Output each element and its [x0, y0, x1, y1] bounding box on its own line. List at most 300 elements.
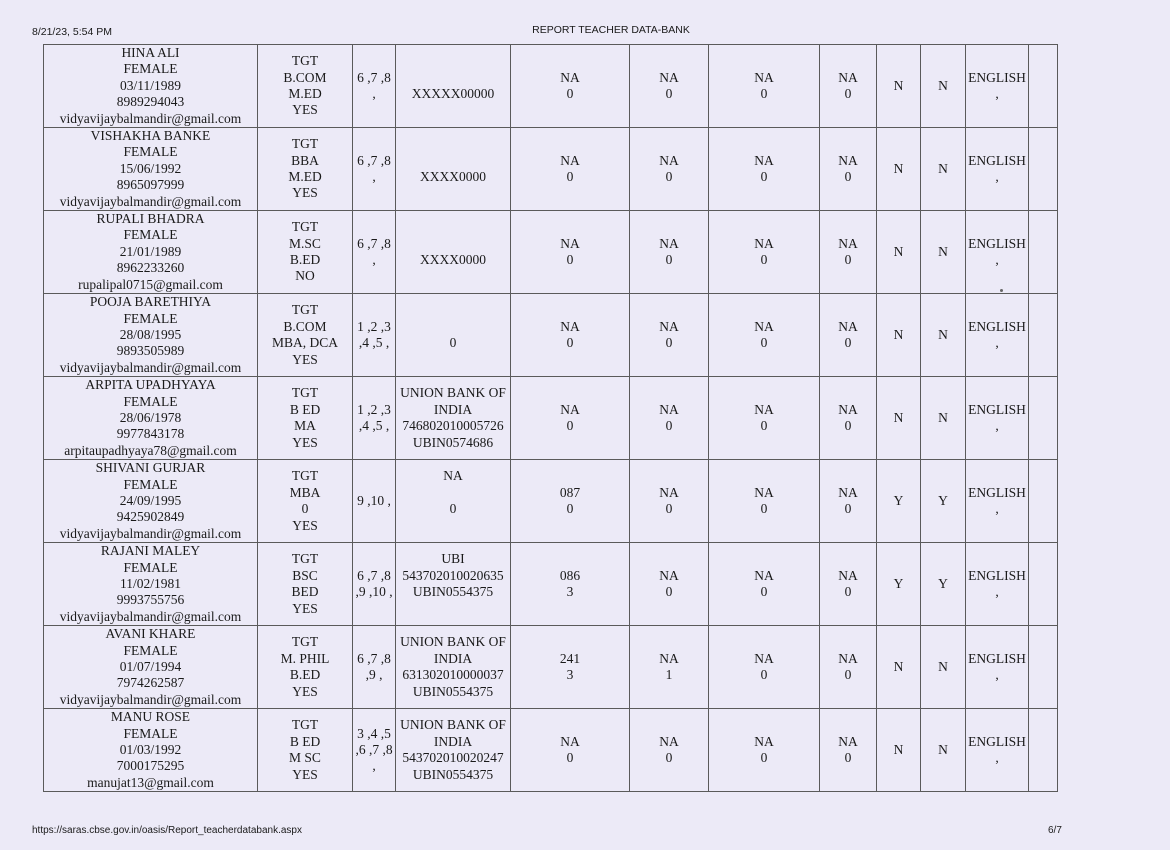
code-count: 0 [665, 169, 673, 185]
code-value: NA [659, 567, 679, 583]
code-cell [709, 45, 820, 128]
code-value: NA [560, 235, 580, 251]
bank-details-cell [396, 626, 511, 709]
date-of-birth: 24/09/1995 [119, 492, 182, 508]
flag-value: N [938, 243, 948, 259]
language-sep: , [995, 750, 999, 766]
code-value: NA [659, 401, 679, 417]
empty-cell [1029, 294, 1058, 377]
code-value: NA [560, 401, 580, 417]
classes-line: , [372, 169, 376, 185]
post: TGT [291, 717, 319, 733]
teacher-name: ARPITA UPADHYAYA [85, 377, 216, 393]
code-count: 0 [566, 750, 574, 766]
code-cell [709, 626, 820, 709]
language: ENGLISH [968, 152, 1026, 168]
code-value: NA [754, 733, 774, 749]
teacher-data-table [43, 44, 1058, 792]
flag-value: N [893, 409, 904, 425]
post: TGT [291, 634, 319, 650]
classes-line: ,4 ,5 , [358, 335, 390, 351]
gender: FEMALE [123, 559, 178, 575]
code-count: 0 [665, 335, 673, 351]
academic-qualification: B.COM [283, 318, 327, 334]
bank-line: UNION BANK OF [400, 385, 506, 401]
phone-number: 9425902849 [116, 509, 185, 525]
academic-qualification: BSC [292, 567, 318, 583]
classes-line: 6 ,7 ,8 [357, 69, 391, 85]
code-value: NA [838, 484, 858, 500]
code-cell [820, 377, 877, 460]
qualification-cell [258, 211, 353, 294]
status-flag: YES [292, 102, 318, 118]
professional-qualification: MA [294, 418, 316, 434]
bank-line [396, 53, 510, 69]
code-cell [511, 128, 630, 211]
code-count: 0 [844, 750, 852, 766]
phone-number: 8962233260 [116, 260, 185, 276]
teacher-info-cell [44, 709, 258, 792]
bank-line [396, 485, 510, 501]
code-count: 0 [566, 501, 574, 517]
bank-line [396, 153, 510, 169]
teacher-name: AVANI KHARE [105, 626, 196, 642]
flag-value: Y [893, 492, 904, 508]
flag-value: N [938, 77, 948, 93]
flag-cell-1 [877, 709, 921, 792]
code-cell [709, 377, 820, 460]
code-count: 0 [844, 667, 852, 683]
bank-line [396, 185, 510, 201]
email: vidyavijaybalmandir@gmail.com [59, 110, 242, 126]
code-count: 0 [665, 584, 673, 600]
code-cell [709, 709, 820, 792]
teacher-info-cell [44, 377, 258, 460]
code-value: NA [838, 318, 858, 334]
code-count: 0 [844, 501, 852, 517]
code-count: 0 [760, 584, 768, 600]
bank-line: XXXXX00000 [411, 86, 495, 102]
classes-line: 6 ,7 ,8 [357, 152, 391, 168]
professional-qualification: B.ED [289, 667, 321, 683]
code-value: NA [838, 733, 858, 749]
date-of-birth: 03/11/1989 [119, 77, 181, 93]
classes-line: ,9 ,10 , [355, 584, 393, 600]
teacher-info-cell [44, 460, 258, 543]
flag-value: N [893, 77, 904, 93]
flag-cell-2 [921, 543, 966, 626]
flag-cell-1 [877, 543, 921, 626]
flag-cell-2 [921, 45, 966, 128]
qualification-cell [258, 45, 353, 128]
classes-cell [353, 543, 396, 626]
date-of-birth: 01/03/1992 [119, 742, 182, 758]
code-value: NA [659, 152, 679, 168]
bank-line [396, 219, 510, 235]
flag-cell-2 [921, 377, 966, 460]
code-value: NA [838, 235, 858, 251]
teacher-info-cell [44, 211, 258, 294]
code-count: 0 [566, 335, 574, 351]
language-sep: , [995, 418, 999, 434]
classes-cell [353, 45, 396, 128]
language: ENGLISH [968, 401, 1026, 417]
classes-cell [353, 709, 396, 792]
language: ENGLISH [968, 567, 1026, 583]
teacher-name: RUPALI BHADRA [96, 211, 205, 227]
language-sep: , [995, 584, 999, 600]
empty-cell [1029, 211, 1058, 294]
table-row [44, 709, 1058, 792]
bank-details-cell [396, 294, 511, 377]
flag-cell-1 [877, 626, 921, 709]
code-cell [820, 294, 877, 377]
code-count: 0 [665, 501, 673, 517]
teacher-info-cell [44, 128, 258, 211]
bank-line: 543702010020247 [402, 750, 504, 766]
email: vidyavijaybalmandir@gmail.com [59, 691, 242, 707]
phone-number: 8965097999 [116, 177, 185, 193]
qualification-cell [258, 294, 353, 377]
professional-qualification: M SC [289, 750, 321, 766]
email: vidyavijaybalmandir@gmail.com [59, 359, 242, 375]
bank-line [396, 70, 510, 86]
language: ENGLISH [968, 650, 1026, 666]
code-count: 0 [844, 584, 852, 600]
empty-cell [1029, 128, 1058, 211]
flag-value: N [893, 326, 904, 342]
code-cell [820, 543, 877, 626]
empty-cell [1029, 460, 1058, 543]
code-cell [511, 377, 630, 460]
professional-qualification: 0 [301, 501, 309, 517]
bank-line: UBIN0554375 [412, 683, 494, 699]
code-count: 0 [665, 252, 673, 268]
code-value: NA [754, 152, 774, 168]
qualification-cell [258, 377, 353, 460]
table-row [44, 543, 1058, 626]
classes-line: , [372, 758, 376, 774]
teacher-info-cell [44, 294, 258, 377]
date-of-birth: 15/06/1992 [119, 160, 182, 176]
language-cell [966, 128, 1029, 211]
flag-cell-1 [877, 377, 921, 460]
code-cell [630, 709, 709, 792]
flag-cell-1 [877, 128, 921, 211]
teacher-name: HINA ALI [121, 45, 180, 60]
academic-qualification: B ED [289, 401, 321, 417]
language-sep: , [995, 86, 999, 102]
teacher-info-cell [44, 45, 258, 128]
language-cell [966, 294, 1029, 377]
code-value: NA [659, 318, 679, 334]
code-count: 0 [760, 418, 768, 434]
bank-details-cell [396, 460, 511, 543]
email: vidyavijaybalmandir@gmail.com [59, 525, 242, 541]
teacher-name: POOJA BARETHIYA [89, 294, 212, 310]
language-cell [966, 626, 1029, 709]
bank-line: INDIA [433, 733, 473, 749]
code-cell [820, 626, 877, 709]
email: rupalipal0715@gmail.com [78, 276, 223, 292]
table-row [44, 45, 1058, 128]
academic-qualification: MBA [289, 484, 321, 500]
email: arpitaupadhyaya78@gmail.com [64, 442, 237, 458]
classes-line: 1 ,2 ,3 [357, 318, 391, 334]
bank-line [396, 352, 510, 368]
code-value: NA [838, 401, 858, 417]
classes-line: 9 ,10 , [357, 492, 391, 508]
academic-qualification: BBA [291, 152, 319, 168]
phone-number: 9893505989 [116, 343, 185, 359]
bank-line: 746802010005726 [402, 418, 504, 434]
page-number: 6/7 [1048, 825, 1062, 836]
date-of-birth: 21/01/1989 [119, 243, 182, 259]
bank-line [396, 518, 510, 534]
bank-details-cell [396, 128, 511, 211]
code-value: NA [754, 650, 774, 666]
flag-cell-1 [877, 45, 921, 128]
code-count: 0 [665, 750, 673, 766]
code-cell [709, 294, 820, 377]
bank-line: XXXX0000 [420, 252, 486, 268]
qualification-cell [258, 128, 353, 211]
code-cell [511, 626, 630, 709]
flag-value: N [893, 742, 904, 758]
table-row [44, 626, 1058, 709]
gender: FEMALE [123, 725, 178, 741]
code-count: 0 [760, 86, 768, 102]
professional-qualification: B.ED [289, 252, 321, 268]
code-cell [820, 211, 877, 294]
flag-cell-2 [921, 211, 966, 294]
status-flag: YES [292, 517, 318, 533]
code-count: 0 [760, 501, 768, 517]
academic-qualification: B ED [289, 733, 321, 749]
language-sep: , [995, 667, 999, 683]
teacher-name: RAJANI MALEY [100, 543, 201, 559]
bank-line: UNION BANK OF [400, 634, 506, 650]
empty-cell [1029, 45, 1058, 128]
code-cell [709, 460, 820, 543]
code-count: 1 [665, 667, 673, 683]
code-value: NA [560, 733, 580, 749]
classes-line: , [372, 252, 376, 268]
table-row [44, 377, 1058, 460]
flag-value: N [938, 326, 948, 342]
flag-value: N [893, 160, 904, 176]
code-cell [511, 294, 630, 377]
flag-cell-1 [877, 460, 921, 543]
academic-qualification: M.SC [289, 235, 321, 251]
flag-cell-2 [921, 128, 966, 211]
bank-line: UBI [441, 551, 465, 567]
code-cell [630, 377, 709, 460]
code-cell [709, 543, 820, 626]
language-sep: , [995, 169, 999, 185]
status-flag: YES [292, 600, 318, 616]
language-cell [966, 543, 1029, 626]
date-of-birth: 11/02/1981 [119, 576, 181, 591]
flag-value: Y [938, 576, 948, 591]
bank-line: INDIA [433, 401, 473, 417]
professional-qualification: MBA, DCA [271, 335, 338, 351]
code-cell [511, 460, 630, 543]
bank-line: UBIN0574686 [412, 434, 494, 450]
post: TGT [291, 302, 319, 318]
professional-qualification: M.ED [288, 86, 322, 102]
language: ENGLISH [968, 69, 1026, 85]
code-value: NA [838, 69, 858, 85]
post: TGT [291, 53, 319, 69]
code-value: 241 [559, 650, 581, 666]
classes-line: ,6 ,7 ,8 [355, 742, 393, 758]
classes-line: , [372, 86, 376, 102]
classes-line: 6 ,7 ,8 [357, 650, 391, 666]
code-cell [630, 45, 709, 128]
classes-line: 3 ,4 ,5 [357, 725, 391, 741]
bank-details-cell [396, 45, 511, 128]
source-url: https://saras.cbse.gov.in/oasis/Report_teacherdatabank.aspx [32, 825, 302, 836]
code-value: NA [659, 733, 679, 749]
bank-line [396, 319, 510, 335]
bank-line [396, 302, 510, 318]
empty-cell [1029, 377, 1058, 460]
code-value: NA [560, 69, 580, 85]
flag-value: N [893, 243, 904, 259]
status-flag: YES [292, 434, 318, 450]
bank-details-cell [396, 377, 511, 460]
classes-line: 6 ,7 ,8 [357, 235, 391, 251]
code-count: 0 [844, 335, 852, 351]
code-count: 0 [760, 335, 768, 351]
code-count: 0 [760, 252, 768, 268]
flag-cell-2 [921, 709, 966, 792]
academic-qualification: B.COM [283, 69, 327, 85]
code-count: 0 [566, 169, 574, 185]
status-flag: YES [292, 351, 318, 367]
date-of-birth: 28/08/1995 [119, 326, 182, 342]
code-cell [709, 128, 820, 211]
bank-line: UBIN0554375 [412, 766, 494, 782]
code-count: 0 [760, 750, 768, 766]
bank-line: 0 [449, 335, 457, 351]
classes-cell [353, 377, 396, 460]
language: ENGLISH [968, 484, 1026, 500]
code-cell [820, 45, 877, 128]
code-cell [511, 709, 630, 792]
table-row [44, 128, 1058, 211]
table-row [44, 211, 1058, 294]
page-header [0, 24, 1170, 40]
code-value: NA [838, 152, 858, 168]
flag-value: N [938, 409, 948, 425]
classes-line: 1 ,2 ,3 [357, 401, 391, 417]
empty-cell [1029, 543, 1058, 626]
code-cell [709, 211, 820, 294]
code-value: NA [754, 69, 774, 85]
bank-details-cell [396, 543, 511, 626]
table-row [44, 294, 1058, 377]
bank-line [396, 268, 510, 284]
classes-cell [353, 128, 396, 211]
code-count: 0 [844, 86, 852, 102]
classes-cell [353, 294, 396, 377]
code-count: 0 [844, 418, 852, 434]
language-sep: , [995, 335, 999, 351]
gender: FEMALE [123, 393, 178, 409]
teacher-info-cell [44, 543, 258, 626]
code-value: NA [659, 650, 679, 666]
language-cell [966, 709, 1029, 792]
flag-cell-2 [921, 626, 966, 709]
language: ENGLISH [968, 733, 1026, 749]
teacher-name: MANU ROSE [110, 709, 191, 725]
code-cell [630, 294, 709, 377]
classes-line: 6 ,7 ,8 [357, 567, 391, 583]
classes-cell [353, 211, 396, 294]
language-cell [966, 211, 1029, 294]
code-count: 3 [566, 584, 574, 600]
code-value: NA [754, 235, 774, 251]
bank-line: UBIN0554375 [412, 584, 494, 600]
flag-value: N [938, 742, 948, 758]
language-sep: , [995, 252, 999, 268]
phone-number: 9993755756 [116, 592, 185, 608]
code-cell [511, 543, 630, 626]
gender: FEMALE [123, 310, 178, 326]
code-value: NA [560, 318, 580, 334]
classes-line: ,9 , [365, 667, 383, 683]
classes-cell [353, 460, 396, 543]
gender: FEMALE [123, 476, 178, 492]
code-cell [630, 626, 709, 709]
bank-details-cell [396, 709, 511, 792]
print-timestamp: 8/21/23, 5:54 PM [32, 26, 112, 38]
code-value: NA [754, 484, 774, 500]
language: ENGLISH [968, 318, 1026, 334]
gender: FEMALE [123, 61, 178, 77]
post: TGT [291, 468, 319, 484]
code-cell [511, 211, 630, 294]
bank-line [396, 102, 510, 118]
bank-line: XXXX0000 [420, 169, 486, 185]
language-cell [966, 460, 1029, 543]
professional-qualification: M.ED [288, 169, 322, 185]
phone-number: 9977843178 [116, 426, 185, 442]
bank-line [396, 601, 510, 617]
code-count: 0 [665, 418, 673, 434]
flag-value: Y [893, 576, 904, 591]
bank-line: 543702010020635 [402, 567, 504, 583]
bank-line: UNION BANK OF [400, 717, 506, 733]
code-value: 087 [559, 484, 581, 500]
bank-line: 631302010000037 [402, 667, 504, 683]
status-flag: YES [292, 766, 318, 782]
code-count: 0 [665, 86, 673, 102]
code-count: 0 [566, 252, 574, 268]
gender: FEMALE [123, 144, 178, 160]
code-value: NA [838, 650, 858, 666]
classes-cell [353, 626, 396, 709]
bank-line [396, 136, 510, 152]
email: vidyavijaybalmandir@gmail.com [59, 193, 242, 209]
code-count: 0 [760, 169, 768, 185]
code-value: 086 [559, 567, 581, 583]
code-count: 0 [566, 86, 574, 102]
post: TGT [291, 551, 319, 567]
empty-cell [1029, 709, 1058, 792]
